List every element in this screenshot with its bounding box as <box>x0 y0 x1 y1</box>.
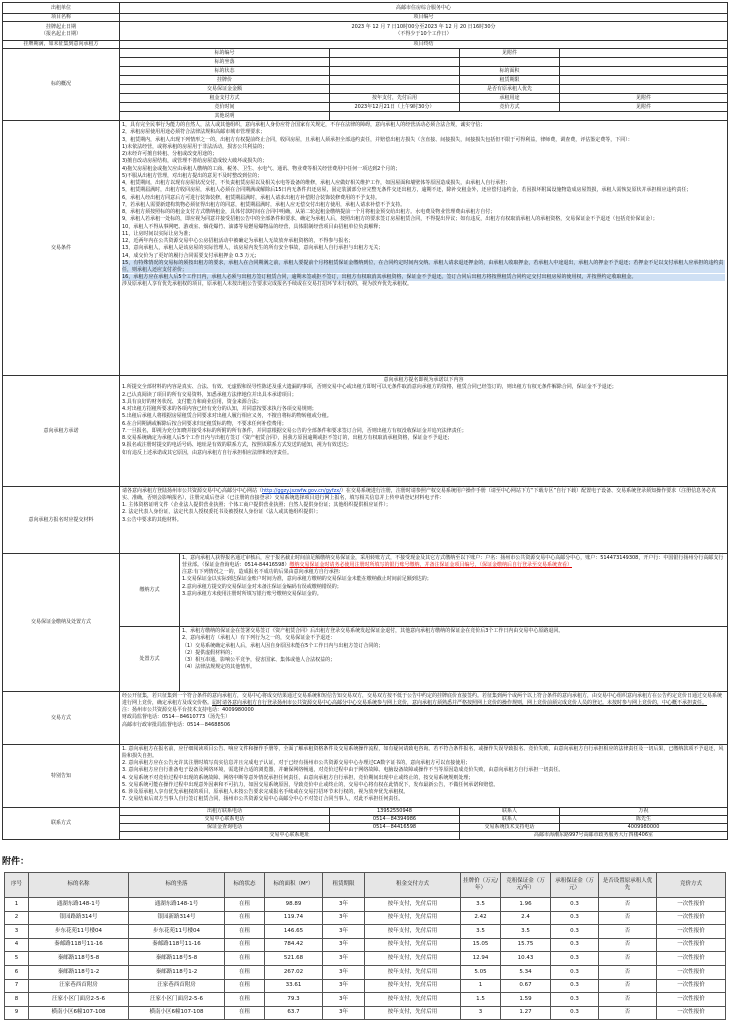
deposit-label: 交易保证金缴纳及处置方式 <box>3 554 120 692</box>
contact-row-value2: 4009980000 <box>560 824 728 832</box>
materials-cell <box>120 487 728 554</box>
table-cell: 2.4 <box>501 911 551 925</box>
contact-row-value: 0514－84394986 <box>330 816 460 824</box>
table-cell: 横南小区6幢107-108 <box>29 1006 129 1020</box>
table-cell: 7 <box>5 979 29 993</box>
conditions-label: 交易条件 <box>3 121 120 376</box>
overview-l1: 标的状态 <box>120 67 330 76</box>
table-cell: 33.61 <box>265 979 323 993</box>
delisting-value: 项目终结 <box>120 41 728 49</box>
handle-item: 2、意向承租方（承租人）有下列行为之一的，交易保证金不予退还： <box>182 635 336 642</box>
overview-l1: 租金支付方式 <box>120 94 330 103</box>
table-cell: 按年支付，先付后用 <box>365 898 461 912</box>
overview-v1: 2023年12月21日（上午9时30分） <box>330 103 460 112</box>
materials-intro <box>122 488 725 502</box>
overview-l1: 标的编号 <box>120 49 330 58</box>
table-cell: 按年支付，先付后用 <box>365 938 461 952</box>
overview-v1 <box>330 67 460 76</box>
condition-item: 3)擅自改动房屋结构，或管理不善给房屋造成较大破坏或损失的； <box>122 158 268 165</box>
pay-method-note: 注意:有下列情况之一的，造成报名不成功的后果由意向承租方自行承担: <box>182 569 341 575</box>
table-cell: 按年支付，先付后用 <box>365 925 461 939</box>
overview-l1: 其他说明 <box>120 112 330 121</box>
website-link[interactable]: http://ggzy.jszwfw.gov.cn/gyfzx/ <box>262 488 341 494</box>
overview-l1: 交易保证金金额 <box>120 85 330 94</box>
table-cell: 0.3 <box>551 965 599 979</box>
condition-item: 6，承租人经出租方同意后方可进行装饰装修，租赁期届满时，承租人请求出租方补偿附合装饰装修费用的不予支持。 <box>122 194 381 201</box>
project-code-label: 项目编号 <box>120 14 728 22</box>
table-cell: 否 <box>599 979 657 993</box>
table-cell: 一次性报价 <box>657 938 726 952</box>
condition-item: 13，意向承租人，承租人是该房屋的实际管理人，该房屋内发生的所有安全事故，意向承租人自行承担与出租方无关； <box>122 245 384 252</box>
intent-item: 6.在合同期满或解除后按合同要求归还租赁标的物，不要求任何补偿费用； <box>122 420 287 427</box>
table-cell: 521.68 <box>265 952 323 966</box>
condition-item: 涉及原承租人享有优先承租权的项目，原承租人未按出租公告要求完成报名手续或在交易打招环节未行权的，视为放弃优先承租权。 <box>122 281 413 287</box>
trade-text-a: 经公开征集，若只征集到一个符合条件的意向承租方，交易中心将成交结果通过交易系统和短信告知交易双方，交易双方按不低于公告中约定的挂牌底价直接签约。若征集到两个或两个以上符合条件的意向承租方，由交易中心组织意向承租方在公告约定竞价日通过交易系统进行网上竞价，确定承租方及成交价格。 <box>122 693 723 706</box>
materials-item: 3.公告中要求的其他材料。 <box>122 516 182 523</box>
trade-text-b: 届时请各意向承租方自行登录扬州市公共资源交易中心高邮分中心交易系统参与网上竞价，意向承租方须熟悉并严格按照网上竞价的操作规则，网上竞价前须完成竞价人员的登记。未按时参与网上竞价的，中心概不承担责任。 <box>212 699 708 706</box>
table-cell: 6 <box>5 965 29 979</box>
condition-item: 7，若承租人需要新建构筑物必须征得出租方的同意，租赁期届满时，承租人应无偿交付出租方使用，承租人请求补偿不予支持。 <box>122 201 406 208</box>
condition-item: 1)未依法经营，或将承租的房屋用于非法活动，损害公共利益的； <box>122 143 268 150</box>
table-cell: 4 <box>5 938 29 952</box>
intent-item: 2.已认真阅读了项目的所有交易资料，知悉承租方法律地位并出具本承诺项目； <box>122 391 297 398</box>
overview-l2: 是否有原承租人优先 <box>460 85 560 94</box>
table-cell: 3年 <box>323 965 365 979</box>
overview-v2 <box>560 85 728 94</box>
handle-subitem: （1）交易系统确定承租人后，承租人因自身原因未能在5个工作日内与出租方签订合同的； <box>182 642 384 649</box>
table-cell: 秦邮路118号11-16 <box>129 938 225 952</box>
condition-item: 8，承租方须按照标的的租金支付方式缴纳租金，具体付款时间在合同中明确，从第二轮起租金缴纳提前一个月将租金预交给出租方。水电费及物业管理费由承租方自付； <box>122 209 496 215</box>
table-cell: 否 <box>599 1006 657 1020</box>
table-cell: 267.02 <box>265 965 323 979</box>
table-cell: 1.27 <box>501 1006 551 1020</box>
col-header: 是否设置原承租人优先 <box>599 873 657 898</box>
table-cell: 0.3 <box>551 979 599 993</box>
col-header: 标的坐落 <box>129 873 225 898</box>
intent-item: 1.所提交全部材料的内容是真实、合法、有效、无虚假和误导性陈述及重大遗漏的事项，否则交易中心或出租方即时可以无条件取消意向承租方的资格，租赁合同已经签订的，则出租方有权无条件解除合同，保证金不予退还； <box>122 384 617 391</box>
period-cell <box>120 22 728 41</box>
table-cell: 0.3 <box>551 911 599 925</box>
table-row <box>5 952 726 966</box>
col-header: 竞价方式 <box>657 873 726 898</box>
pay-method-item: 2.意向承租方提交的交易保证金对未备注保证金编码有误或缴纳错误的； <box>182 583 342 590</box>
table-cell: 1.5 <box>461 993 501 1007</box>
pay-method-cell <box>180 554 728 627</box>
table-cell: 3年 <box>323 952 365 966</box>
overview-label: 标的概况 <box>3 49 120 121</box>
intent-label: 意向承租方承诺 <box>3 376 120 487</box>
table-cell: 1.96 <box>501 898 551 912</box>
table-row <box>5 965 726 979</box>
table-cell: 3年 <box>323 925 365 939</box>
condition-item: 5)不服从出租方管理，对出租方提出的意见不及时整改到位的； <box>122 172 263 179</box>
condition-item: 12，近两年内在公共资源交易中心公房招租活动中被确定为承租人无故放弃承租资格的，不得参与报名； <box>122 238 354 244</box>
overview-l2 <box>460 58 560 67</box>
intent-item: 如有违反上述承诺或其它原因，由意向承租方自行承担相应法律和经济责任。 <box>122 449 293 456</box>
notice-item: 3. 意向承租方应自行准备电子设备及网络环境，需选择合适的浏览器，并确保网络畅通，对竞价过程中由于网络故障、电脑设备故障或操作不当等原因造成竞价失败，由意向承租方自行承担一切责任。 <box>122 767 564 774</box>
table-cell: 9 <box>5 1006 29 1020</box>
contact-row-label2: 联系人 <box>460 808 560 816</box>
intent-heading: 意向承租方提名即视为承诺以下内容 <box>383 377 464 383</box>
overview-v2: 见附件 <box>560 103 728 112</box>
table-cell: 在租 <box>225 1006 265 1020</box>
overview-l2: 见附件 <box>460 49 560 58</box>
table-cell: 秦邮路118号5-8 <box>129 952 225 966</box>
table-cell: 通湖东路148-1号 <box>29 898 129 912</box>
table-cell: 秦邮路118号1-2 <box>29 965 129 979</box>
table-cell: 2.42 <box>461 911 501 925</box>
trade-supervise-finance: 财政局监督电话：0514－84610773（汤先生） <box>122 714 231 721</box>
table-cell: 8 <box>5 993 29 1007</box>
handle-method-cell <box>180 627 728 692</box>
overview-v1 <box>330 112 728 121</box>
table-cell: 按年支付，先付后用 <box>365 911 461 925</box>
overview-l1: 竞价时间 <box>120 103 330 112</box>
contact-row-label2: 联系人 <box>460 816 560 824</box>
pay-method-text <box>182 555 725 569</box>
table-cell: 在租 <box>225 938 265 952</box>
table-cell: 3年 <box>323 993 365 1007</box>
table-cell: 5.34 <box>501 965 551 979</box>
trade-cell <box>120 692 728 745</box>
announcement-form <box>2 2 727 840</box>
table-cell: 1 <box>5 898 29 912</box>
table-row <box>5 911 726 925</box>
attachment-title: 附件： <box>2 857 30 867</box>
overview-v1 <box>330 58 460 67</box>
period-note: （不得少于10个工作日） <box>395 31 452 37</box>
table-cell: 3 <box>461 1006 501 1020</box>
table-cell: 否 <box>599 965 657 979</box>
overview-v2: 见附件 <box>560 94 728 103</box>
pay-method-main: 1、意向承租人获得报名通过审核后，应于报名截止时间前足额缴纳交易保证金，采用转账方式，不接受现金及其它方式缴纳至以下账户：户名：扬州市公共资源交易中心高邮分中心，账户：514473149308，开户行：中国银行扬州分行高邮支行营业部。（保证金查询电话：0514-84416598） <box>182 555 724 568</box>
intent-item: 3.具有良好的财务状况、支付能力和商业信用，资金来源合法； <box>122 398 262 405</box>
table-cell: 步东花苑11号楼04 <box>129 925 225 939</box>
contact-row-value2: 陈先生 <box>560 816 728 824</box>
condition-item: 14，成交价为了更好的履行合同需要支付承租押金 0.3 万元； <box>122 252 260 259</box>
contact-address-label: 交易中心联系地址 <box>120 832 460 840</box>
intent-cell <box>120 376 728 487</box>
condition-item: 3，租赁期内，承租人出现下列情形之一的，出租方有权提前终止合同，收回房屋，且承租人须承担全部违约责任，并赔偿出租方损失（含直接、间接损失，间接损失包括但不限于可得利益，律师费，调查费，评估鉴定费等，下同）： <box>122 136 633 143</box>
col-header: 承租保证金（万元） <box>551 873 599 898</box>
col-header: 竞租保证金（万元/年） <box>501 873 551 898</box>
table-row <box>5 1006 726 1020</box>
overview-l2: 竞价方式 <box>460 103 560 112</box>
table-cell: 在租 <box>225 898 265 912</box>
col-header: 租赁期限 <box>323 873 365 898</box>
intent-item: 8.交易系统确定为承租人后5个工作日内与出租方签订《资产租赁合同》，因我方原因逾期或拒不签订的，出租方有权取消承租资格，保证金不予退还； <box>122 435 453 441</box>
notice-item: 1. 意向承租方在报名前，应仔细阅读项目公告、响应文件和操作手册等，全面了解承租资格条件及交易系统操作流程，如有疑问请致电咨询。若不符合条件报名，或操作失误导致报名、竞价失败，由意向承租方自行承担相应的法律责任及一切后果，已缴纳款项不予退还，风险和损失自担。 <box>122 746 724 759</box>
table-cell: 3年 <box>323 1006 365 1020</box>
contact-row-label: 保证金查询电话 <box>120 824 330 832</box>
table-cell: 按年支付，先付后用 <box>365 979 461 993</box>
table-cell: 步东花苑11号楼04 <box>29 925 129 939</box>
col-header: 标的面积（M²） <box>265 873 323 898</box>
table-cell: 通湖东路148-1号 <box>129 898 225 912</box>
intent-item: 7.一旦报名，即视为充分知晓并接受本标的所附的所有条件，并同意根据交易公告的全部条件和要求签订合同，否则出租方有权没收保证金并追究法律责任； <box>122 427 467 434</box>
table-cell: 一次性报价 <box>657 952 726 966</box>
overview-v1: 按年支付，先付后用 <box>330 94 460 103</box>
table-cell: 15.75 <box>501 938 551 952</box>
contact-row-value: 0514－84416598 <box>330 824 460 832</box>
contact-label: 联系方式 <box>3 808 120 840</box>
table-cell: 否 <box>599 911 657 925</box>
col-header: 序号 <box>5 873 29 898</box>
table-cell: 在租 <box>225 952 265 966</box>
table-cell: 0.3 <box>551 952 599 966</box>
notice-label: 特别告知 <box>3 745 120 808</box>
overview-v2 <box>560 58 728 67</box>
table-cell: 否 <box>599 938 657 952</box>
table-cell: 一次性报价 <box>657 925 726 939</box>
contact-row-value2: 万祝 <box>560 808 728 816</box>
table-cell: 5 <box>5 952 29 966</box>
table-cell: 2 <box>5 911 29 925</box>
table-cell: 0.3 <box>551 1006 599 1020</box>
condition-item: 1，具有完全民事行为能力的自然人，法人或其他组织，意向承租人身份应符合国家有关规定，不存在法律的障碍，意向承租人的经营活动必须合法合规，诚实守信； <box>122 122 486 128</box>
notice-item: 6. 涉及原承租人享有优先承租权的项目，原承租人未按公告要求完成报名手续或在交易打招环节未行权的，视为放弃优先承租权。 <box>122 789 409 795</box>
table-cell: 秦邮路118号1-2 <box>129 965 225 979</box>
table-cell: 一次性报价 <box>657 979 726 993</box>
table-cell: 15.05 <box>461 938 501 952</box>
table-cell: 0.3 <box>551 993 599 1007</box>
overview-v1 <box>330 85 460 94</box>
materials-label: 意向承租方报名时应提交材料 <box>3 487 120 554</box>
overview-l2: 标的面积 <box>460 67 560 76</box>
table-cell: 否 <box>599 898 657 912</box>
table-cell: 63.7 <box>265 1006 323 1020</box>
table-cell: 784.42 <box>265 938 323 952</box>
table-cell: 横南小区6幢107-108 <box>129 1006 225 1020</box>
materials-intro-b: ）在交易系统进行注册，注册时请参照产权交易系统用户操作手册（请至中心网站下方“下载专区”自行下载）配置电子设备、交易系统登录须知操作要求（注册信息务必真实、准确，否则会影响报名），注册完成后登录（已注册的直接登录）交易系统选择项目进行网上报名，填写相关信息并上传申请登记材料电子件： <box>122 488 717 501</box>
table-cell: 10.43 <box>501 952 551 966</box>
attachment-body <box>5 898 726 1020</box>
table-cell: 一次性报价 <box>657 993 726 1007</box>
table-cell: 3年 <box>323 911 365 925</box>
table-cell: 按年支付，先付后用 <box>365 1006 461 1020</box>
table-cell: 汪家巷西首附房 <box>29 979 129 993</box>
overview-v2 <box>560 76 728 85</box>
table-cell: 0.3 <box>551 925 599 939</box>
table-cell: 3.5 <box>501 925 551 939</box>
overview-v2 <box>560 67 728 76</box>
notice-item: 7. 交易结束后双方当事人自行签订租赁合同，扬州市公共资源交易中心高邮分中心不对签订合同当事人，对此不承担任何责任。 <box>122 796 404 803</box>
pay-method-item: 1.交易保证金以实际到达保证金账户时间为准，意向承租方缴纳的交易保证金未能在缴纳截止时间前足额到达的； <box>182 576 432 583</box>
condition-item: 4，租赁期间，出租方以现有房屋状况交付，不负责租赁房屋以及相关水电等设备的维修，承租人应做好相关维护工作，如因屋面和墙壁体等原因造成损失，由承租人自行承担； <box>122 180 511 186</box>
table-cell: 汪家小区门面房2-5-6 <box>129 993 225 1007</box>
col-header: 标的状态 <box>225 873 265 898</box>
conditions-cell <box>120 121 728 376</box>
table-cell: 银园路路314号 <box>29 911 129 925</box>
handle-item: 1、承租方缴纳的保证金在签署交易签订《资产租赁合同》后出租方登录交易系统发起保证金退付，其他意向承租方缴纳的保证金在竞价后3个工作日内由交易中心原路退回。 <box>182 628 564 634</box>
table-cell: 按年支付，先付后用 <box>365 952 461 966</box>
handle-method-label: 处置方式 <box>120 627 180 692</box>
table-row <box>5 979 726 993</box>
notice-cell <box>120 745 728 808</box>
col-header: 挂牌价（万元/年） <box>461 873 501 898</box>
main-table <box>2 2 728 840</box>
condition-item: 11，让房时间以实际让房为准； <box>122 230 194 237</box>
handle-subitem: （3）相互串通，影响公平竞争，侵害国家、集体或他人合法权益的； <box>182 657 336 663</box>
table-cell: 1.59 <box>501 993 551 1007</box>
col-header: 标的名称 <box>29 873 129 898</box>
overview-l1: 挂牌价 <box>120 76 330 85</box>
period-value: 2023 年 12 月 7 日10时00分至2023 年 12 月 20 日16时30分 <box>351 24 496 31</box>
table-row <box>5 993 726 1007</box>
table-cell: 银园新路314号 <box>129 911 225 925</box>
project-name-label: 项目名称 <box>3 14 120 22</box>
table-cell: 0.3 <box>551 898 599 912</box>
table-cell: 3年 <box>323 979 365 993</box>
trade-support: 注：扬州市公共资源交易平台技术支持电话：4009980000 <box>122 707 254 713</box>
contact-address-value: 高邮市海潮东路997号高邮市政务服务大厅四楼406室 <box>460 832 728 840</box>
col-header: 租金交付方式 <box>365 873 461 898</box>
table-cell: 119.74 <box>265 911 323 925</box>
table-cell: 5.05 <box>461 965 501 979</box>
publisher-value: 高邮市住房综合服务中心 <box>120 3 728 14</box>
table-cell: 12.94 <box>461 952 501 966</box>
trade-supervise-approval: 高邮市行政审批局监督电话：0514－84688506 <box>122 721 231 728</box>
notice-item: 5. 交易系统可能在操作过程中出现意外因素和不可抗力，如因交易系统原因，导致竞价中止或终止的，交易中心将有权在此情况下，发布最新公告，不做任何承诺和赔偿。 <box>122 781 499 788</box>
attachment-table <box>4 872 726 1020</box>
condition-item: 9，承租人若承租一处标的，即应视为同意并接受招租公告中的全部条件和要求，确定为承租人后，按照出租方的要求签订房屋租赁合同，不得提出异议；如有违反，出租方有权取消承租人的承租资格，交易保证金不予退还（包括竞价保证金）； <box>122 216 658 223</box>
overview-v1 <box>330 49 460 58</box>
table-cell: 否 <box>599 925 657 939</box>
intent-item: 9.报名或注册时提交的电话号码、地址是有效的联系方式，按照该联系方式发送的通知，视为有效送达； <box>122 442 352 449</box>
table-cell: 3.5 <box>461 925 501 939</box>
table-cell: 在租 <box>225 965 265 979</box>
table-cell: 3 <box>5 925 29 939</box>
table-cell: 一次性报价 <box>657 898 726 912</box>
table-cell: 3年 <box>323 898 365 912</box>
table-row <box>5 925 726 939</box>
overview-l1: 标的坐落 <box>120 58 330 67</box>
handle-subitem: （2）提供虚假材料的； <box>182 649 236 656</box>
trade-text <box>122 693 725 707</box>
table-cell: 否 <box>599 993 657 1007</box>
condition-item: 2)未经许可擅自转租、分租或改变用途的； <box>122 151 218 157</box>
table-cell: 否 <box>599 952 657 966</box>
table-cell: 1 <box>461 979 501 993</box>
table-row <box>5 938 726 952</box>
table-cell: 146.65 <box>265 925 323 939</box>
table-cell: 在租 <box>225 993 265 1007</box>
materials-item: 2. 法定代表人身份证，法定代表人授权委托书及被授权人身份证（法人或其他组织提供）； <box>122 509 321 516</box>
table-cell: 3.5 <box>461 898 501 912</box>
contact-row-label2: 交易系统技术支持电话 <box>460 824 560 832</box>
table-cell: 在租 <box>225 925 265 939</box>
notice-item: 4. 交易系统不对竞价过程中出现的系统故障、网络中断等意外情况承担任何责任，由意向承租方自行承担，竞价期间出现中止或终止的，按交易系统规则处理； <box>122 774 474 781</box>
contact-row-value: 13952550948 <box>330 808 460 816</box>
table-cell: 3年 <box>323 938 365 952</box>
overview-v1 <box>330 76 460 85</box>
table-cell: 在租 <box>225 911 265 925</box>
table-cell: 按年支付，先付后用 <box>365 965 461 979</box>
notice-item: 2. 意向承租方应在公告允许其注册时填写真实信息并且完成电子认证，对于已经有扬州市公共资源交易中心办理过CA数字证书的，意向承租方可以直接使用； <box>122 760 471 766</box>
table-cell: 98.89 <box>265 898 323 912</box>
pay-method-item: 3.意向承租方未使用注册时所填写银行账号缴纳交易保证金的。 <box>182 590 322 597</box>
condition-item: 5，租赁期届满时，出租方收回房屋，承租人必须在合同期满或解除后15日内无条件归还房屋，固定装潢部分应完整无条件交还出租方，逾期不还，除补交租金外，还应偿付违约金，若因损坏附属设施物造成房屋毁损，承租人需恢复原状并承担相应违约责任； <box>122 187 692 194</box>
intent-item: 5.出租后承租人将根据房屋租赁合同要求对出租人履行相应义务，不擅自将标的物转租或分租。 <box>122 413 332 420</box>
overview-l2: 租赁期限 <box>460 76 560 85</box>
table-cell: 汪家巷西首附房 <box>129 979 225 993</box>
table-cell: 0.3 <box>551 938 599 952</box>
condition-item-highlight: 16，承租方应在承租人后5个工作日内，承租人必须与出租方签订租赁合同，逾期未签或拒不签订，出租方有权取消其承租资格，保证金不予退还。签订合同后出租方将按照租赁合同约定交付出租房屋的使用权，并按照约定收取租金。 <box>122 274 725 281</box>
table-cell: 一次性报价 <box>657 965 726 979</box>
materials-item: 1. 主体资格证明文件（企业法人提供营业执照；个体工商户提供营业执照；自然人提供身份证；其他组织提供相应证件）； <box>122 502 391 508</box>
condition-item: 10，承租人不得从事网吧、游戏室、烟花爆竹、油漆等易燃易爆物品的经营，具体限制经营项目由招租单位负责解释； <box>122 223 384 230</box>
table-cell: 按年支付，先付后用 <box>365 993 461 1007</box>
table-row <box>5 898 726 912</box>
table-cell: 0.67 <box>501 979 551 993</box>
handle-subitem: （4）法律法规规定的其他情形。 <box>182 664 256 671</box>
trade-label: 交易方式 <box>3 692 120 745</box>
intent-item: 4.对出租方招租所要求的各项内容已经有充分的认知，并同意按要求执行各项交易规则； <box>122 406 317 412</box>
condition-item-highlight: 15，有特殊情况的交易标的须按出租方的要求，承租人在合同期满之前，承租人要提前个月将租赁保证金缴纳到位，在合同约定时间内交纳。承租人请求退还押金的，由承租人收取押金，若承租人中途退出，承租人的押金不予退还；若押金不足以支付承租人应承担的违约责任，则承租人还应支付差价； <box>122 259 724 273</box>
pay-method-warning: 缴纳交易保证金时请务必使用注册时所填写的银行账号缴纳，并备注保证金项目编号，（保证金缴纳后自行登录至交易系统查看） <box>289 561 572 568</box>
condition-item: 4)拖欠房屋租金或拖欠应由承租人缴纳的工商、税务、卫生、水电气、通讯、物业费等相关经营费用中任何一项达到2个月的； <box>122 165 401 172</box>
table-cell: 在租 <box>225 979 265 993</box>
table-cell: 秦邮路118号5-8 <box>29 952 129 966</box>
delisting-label: 挂牌期满，如未征集到意向承租方 <box>3 41 120 49</box>
pay-method-label: 缴纳方式 <box>120 554 180 627</box>
contact-row-label: 交易中心联系电话 <box>120 816 330 824</box>
condition-item: 2，承租房屋使用用途必须符合法律法规和高邮市城市管理要求； <box>122 129 266 136</box>
table-cell: 一次性报价 <box>657 1006 726 1020</box>
contact-row-label: 出租方联系电话 <box>120 808 330 816</box>
publisher-label: 出租单位 <box>3 3 120 14</box>
materials-intro-a: 请各意向承租方登陆扬州市公共资源交易中心高邮分中心网站（ <box>122 488 263 494</box>
table-cell: 汪家小区门面房2-5-6 <box>29 993 129 1007</box>
table-cell: 79.3 <box>265 993 323 1007</box>
overview-v2 <box>560 49 728 58</box>
attachment-header-row <box>5 873 726 898</box>
overview-l2: 承租用途 <box>460 94 560 103</box>
table-cell: 一次性报价 <box>657 911 726 925</box>
period-label: 挂牌起止日期 （报名起止日期） <box>3 22 120 41</box>
table-cell: 秦邮路118号11-16 <box>29 938 129 952</box>
